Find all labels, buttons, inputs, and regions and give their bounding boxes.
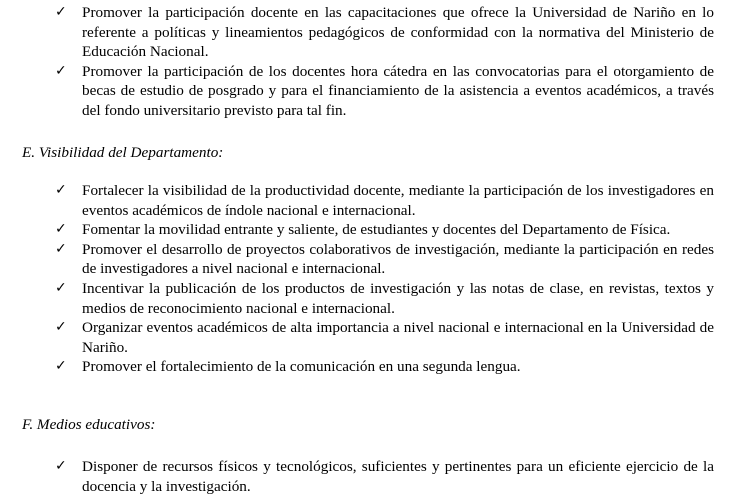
list-item-text: Fortalecer la visibilidad de la productividad docente, mediante la participación de los investigadores en eventos académicos de índole nacional e internacional.: [82, 182, 714, 219]
list-item: [55, 62, 714, 121]
list-item: [55, 181, 714, 220]
list-item-text: Promover la participación de los docentes hora cátedra en las convocatorias para el otorgamiento de becas de estudio de posgrado y para el financiamiento de la asistencia a eventos académicos, a través del fondo universitario previsto para tal fin.: [82, 62, 714, 119]
section-d-list: [0, 3, 714, 121]
check-icon: ✓: [55, 4, 67, 20]
list-item: [55, 279, 714, 318]
list-item: [55, 357, 714, 377]
list-item-text: Disponer de recursos físicos y tecnológicos, suficientes y pertinentes para un eficiente ejercicio de la docencia y la investigación.: [82, 458, 714, 495]
section-f-heading: F. Medios educativos:: [22, 416, 156, 433]
list-item: [55, 240, 714, 279]
check-icon: ✓: [55, 62, 67, 79]
list-item-text: Promover el desarrollo de proyectos colaborativos de investigación, mediante la participación en redes de investigadores a nivel nacional e internacional.: [82, 240, 714, 278]
section-e-list: [0, 181, 714, 377]
section-f-list: [0, 457, 714, 496]
check-icon: ✓: [55, 458, 67, 474]
check-icon: ✓: [55, 358, 67, 375]
list-item-text: Promover el fortalecimiento de la comunicación en una segunda lengua.: [82, 358, 521, 376]
list-item-text: Fomentar la movilidad entrante y saliente, de estudiantes y docentes del Departamento de Física.: [82, 221, 671, 239]
check-icon: ✓: [55, 319, 67, 336]
list-item-text: Organizar eventos académicos de alta importancia a nivel nacional e internacional en la Universidad de Nariño.: [82, 319, 714, 356]
check-icon: ✓: [55, 279, 67, 296]
check-icon: ✓: [55, 182, 67, 198]
list-item: [55, 220, 714, 240]
list-item-text: Incentivar la publicación de los productos de investigación y las notas de clase, en revistas, textos y medios de reconocimiento nacional e internacional.: [82, 279, 714, 317]
list-item: [55, 3, 714, 62]
section-e-heading: E. Visibilidad del Departamento:: [22, 144, 224, 161]
list-item: [55, 318, 714, 357]
list-item: [55, 457, 714, 496]
check-icon: ✓: [55, 240, 67, 257]
check-icon: ✓: [55, 221, 67, 238]
list-item-text: Promover la participación docente en las capacitaciones que ofrece la Universidad de Nariño en lo referente a políticas y lineamientos pedagógicos de conformidad con la normativa del Ministerio de Educación Nacional.: [82, 4, 714, 61]
